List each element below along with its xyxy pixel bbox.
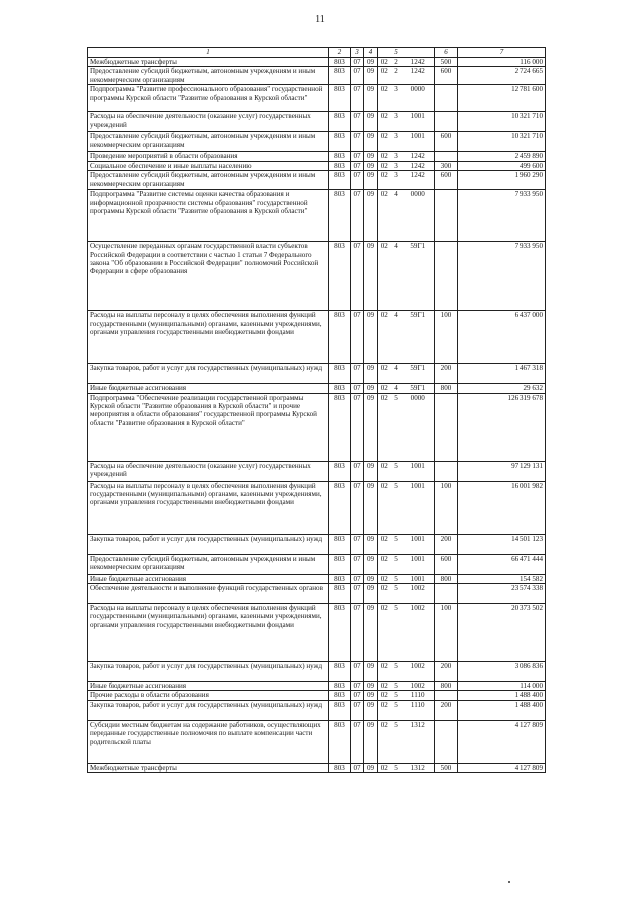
cell-vr: [435, 584, 458, 604]
cell-csr-a: 02: [378, 691, 391, 700]
cell-csr-c: 1002: [402, 584, 435, 604]
cell-vr: [435, 720, 458, 763]
cell-sum: 126 319 678: [458, 393, 546, 461]
cell-csr-a: 02: [378, 364, 391, 384]
cell-sum: 2 459 890: [458, 152, 546, 161]
cell-rz: 07: [351, 152, 364, 161]
cell-csr-b: 5: [391, 682, 402, 691]
header-cell-sum: 7: [458, 48, 546, 58]
cell-sum: 1 467 318: [458, 364, 546, 384]
cell-rz: 07: [351, 311, 364, 364]
cell-ved: 803: [329, 554, 351, 574]
budget-table: [87, 47, 546, 773]
cell-ved: 803: [329, 152, 351, 161]
cell-csr-a: 02: [378, 604, 391, 662]
cell-name: Предоставление субсидий бюджетным, автономным учреждениям и иным некоммерческим организациям: [88, 171, 329, 190]
table-row: [88, 604, 546, 662]
cell-name: Расходы на выплаты персоналу в целях обеспечения выполнения функций государственными (муниципальными) органами, казенными учреждениями, органами управления государственными внебюджетными фондами: [88, 311, 329, 364]
cell-csr-b: 3: [391, 161, 402, 170]
cell-rz: 07: [351, 682, 364, 691]
cell-pr: 09: [364, 384, 378, 393]
cell-csr-c: 59Г1: [402, 242, 435, 311]
table-body: [88, 58, 546, 773]
page-number: 11: [315, 14, 325, 25]
cell-rz: 07: [351, 604, 364, 662]
table-row: [88, 700, 546, 720]
cell-name: Межбюджетные трансферты: [88, 58, 329, 67]
cell-csr-c: 1242: [402, 152, 435, 161]
cell-csr-b: 3: [391, 85, 402, 112]
cell-csr-a: 02: [378, 384, 391, 393]
table-row: [88, 662, 546, 682]
cell-csr-a: 02: [378, 161, 391, 170]
table-row: [88, 384, 546, 393]
cell-csr-c: 59Г1: [402, 364, 435, 384]
cell-rz: 07: [351, 384, 364, 393]
cell-name: Предоставление субсидий бюджетным, автономным учреждениям и иным некоммерческим организациям: [88, 554, 329, 574]
table-row: [88, 682, 546, 691]
cell-ved: 803: [329, 700, 351, 720]
cell-rz: 07: [351, 85, 364, 112]
cell-name: Прочие расходы в области образования: [88, 691, 329, 700]
cell-vr: 200: [435, 534, 458, 554]
scan-mark: [508, 881, 510, 883]
table-row: [88, 691, 546, 700]
cell-rz: 07: [351, 190, 364, 242]
cell-ved: 803: [329, 384, 351, 393]
header-cell-vr: 6: [435, 48, 458, 58]
cell-vr: 600: [435, 67, 458, 85]
cell-rz: 07: [351, 112, 364, 132]
cell-rz: 07: [351, 691, 364, 700]
cell-name: Расходы на выплаты персоналу в целях обеспечения выполнения функций государственными (муниципальными) органами, казенными учреждениями, органами управления государственными внебюджетными фондами: [88, 604, 329, 662]
cell-csr-a: 02: [378, 763, 391, 772]
cell-csr-c: 1110: [402, 700, 435, 720]
cell-name: Социальное обеспечение и иные выплаты населению: [88, 161, 329, 170]
cell-csr-c: 1002: [402, 604, 435, 662]
cell-csr-a: 02: [378, 67, 391, 85]
cell-ved: 803: [329, 534, 351, 554]
cell-pr: 09: [364, 720, 378, 763]
table-row: [88, 763, 546, 772]
cell-csr-c: 1242: [402, 58, 435, 67]
cell-csr-c: 0000: [402, 190, 435, 242]
cell-csr-b: 4: [391, 242, 402, 311]
cell-sum: 14 501 123: [458, 534, 546, 554]
table-row: [88, 242, 546, 311]
cell-csr-c: 1242: [402, 67, 435, 85]
table-row: [88, 461, 546, 481]
cell-name: Закупка товаров, работ и услуг для государственных (муниципальных) нужд: [88, 700, 329, 720]
table-row: [88, 720, 546, 763]
cell-csr-c: 1242: [402, 171, 435, 190]
cell-name: Подпрограмма "Развитие профессионального образования" государственной программы Курской области "Развитие образования в Курской области": [88, 85, 329, 112]
cell-csr-c: 1312: [402, 720, 435, 763]
cell-name: Закупка товаров, работ и услуг для государственных (муниципальных) нужд: [88, 364, 329, 384]
table-row: [88, 132, 546, 152]
cell-ved: 803: [329, 132, 351, 152]
cell-sum: 12 781 600: [458, 85, 546, 112]
cell-sum: 10 321 710: [458, 112, 546, 132]
cell-ved: 803: [329, 67, 351, 85]
cell-csr-b: 3: [391, 112, 402, 132]
cell-csr-b: 5: [391, 534, 402, 554]
cell-csr-a: 02: [378, 190, 391, 242]
cell-csr-b: 5: [391, 584, 402, 604]
cell-csr-b: 4: [391, 190, 402, 242]
cell-rz: 07: [351, 58, 364, 67]
cell-vr: 600: [435, 132, 458, 152]
table-row: [88, 161, 546, 170]
cell-ved: 803: [329, 604, 351, 662]
cell-sum: 3 086 836: [458, 662, 546, 682]
cell-pr: 09: [364, 85, 378, 112]
table-row: [88, 311, 546, 364]
cell-sum: 2 724 665: [458, 67, 546, 85]
cell-csr-b: 5: [391, 461, 402, 481]
cell-sum: 114 000: [458, 682, 546, 691]
cell-vr: [435, 190, 458, 242]
cell-rz: 07: [351, 700, 364, 720]
cell-rz: 07: [351, 132, 364, 152]
cell-ved: 803: [329, 161, 351, 170]
cell-csr-a: 02: [378, 112, 391, 132]
cell-csr-c: 1001: [402, 461, 435, 481]
cell-pr: 09: [364, 691, 378, 700]
cell-pr: 09: [364, 152, 378, 161]
cell-pr: 09: [364, 58, 378, 67]
cell-pr: 09: [364, 311, 378, 364]
table-row: [88, 171, 546, 190]
cell-vr: [435, 85, 458, 112]
cell-pr: 09: [364, 364, 378, 384]
cell-rz: 07: [351, 481, 364, 534]
cell-rz: 07: [351, 242, 364, 311]
header-cell-csr-b: 5: [391, 48, 402, 58]
cell-csr-c: 59Г1: [402, 384, 435, 393]
cell-csr-b: 5: [391, 481, 402, 534]
header-cell-csr-a: [378, 48, 391, 58]
cell-name: Подпрограмма "Развитие системы оценки качества образования и информационной прозрачности системы образования" государственной программы Курской области "Развитие образования в Курской области": [88, 190, 329, 242]
cell-name: Предоставление субсидий бюджетным, автономным учреждениям и иным некоммерческим организациям: [88, 132, 329, 152]
cell-sum: 7 933 950: [458, 190, 546, 242]
cell-ved: 803: [329, 311, 351, 364]
cell-pr: 09: [364, 190, 378, 242]
cell-vr: 100: [435, 311, 458, 364]
cell-vr: 300: [435, 161, 458, 170]
cell-csr-b: 2: [391, 58, 402, 67]
cell-vr: 600: [435, 171, 458, 190]
cell-name: Расходы на обеспечение деятельности (оказание услуг) государственных учреждений: [88, 112, 329, 132]
cell-csr-a: 02: [378, 152, 391, 161]
cell-csr-c: 1002: [402, 662, 435, 682]
cell-csr-b: 5: [391, 700, 402, 720]
cell-vr: 200: [435, 662, 458, 682]
cell-sum: 4 127 809: [458, 763, 546, 772]
cell-sum: 23 574 338: [458, 584, 546, 604]
table-row: [88, 481, 546, 534]
cell-sum: 10 321 710: [458, 132, 546, 152]
cell-ved: 803: [329, 364, 351, 384]
cell-rz: 07: [351, 763, 364, 772]
header-cell-pr: 4: [364, 48, 378, 58]
table-row: [88, 67, 546, 85]
cell-sum: 4 127 809: [458, 720, 546, 763]
cell-csr-c: 59Г1: [402, 311, 435, 364]
cell-vr: 800: [435, 574, 458, 583]
cell-pr: 09: [364, 393, 378, 461]
cell-csr-b: 3: [391, 132, 402, 152]
table-row: [88, 393, 546, 461]
table-header-row: [88, 48, 546, 58]
cell-vr: [435, 242, 458, 311]
cell-ved: 803: [329, 242, 351, 311]
cell-pr: 09: [364, 161, 378, 170]
cell-rz: 07: [351, 364, 364, 384]
cell-vr: [435, 691, 458, 700]
table-row: [88, 584, 546, 604]
cell-pr: 09: [364, 534, 378, 554]
cell-csr-c: 0000: [402, 85, 435, 112]
cell-ved: 803: [329, 393, 351, 461]
cell-ved: 803: [329, 720, 351, 763]
cell-sum: 29 632: [458, 384, 546, 393]
cell-sum: 499 600: [458, 161, 546, 170]
cell-name: Иные бюджетные ассигнования: [88, 384, 329, 393]
cell-rz: 07: [351, 171, 364, 190]
cell-rz: 07: [351, 534, 364, 554]
cell-csr-b: 5: [391, 393, 402, 461]
cell-vr: 100: [435, 481, 458, 534]
cell-csr-c: 0000: [402, 393, 435, 461]
cell-csr-a: 02: [378, 554, 391, 574]
cell-rz: 07: [351, 393, 364, 461]
cell-vr: [435, 461, 458, 481]
cell-pr: 09: [364, 604, 378, 662]
table-row: [88, 534, 546, 554]
cell-sum: 1 488 400: [458, 691, 546, 700]
cell-csr-b: 3: [391, 171, 402, 190]
cell-csr-b: 5: [391, 763, 402, 772]
header-cell-csr-c: [402, 48, 435, 58]
cell-ved: 803: [329, 85, 351, 112]
cell-csr-a: 02: [378, 584, 391, 604]
cell-name: Проведение мероприятий в области образования: [88, 152, 329, 161]
cell-csr-c: 1110: [402, 691, 435, 700]
table-row: [88, 152, 546, 161]
cell-csr-c: 1001: [402, 574, 435, 583]
table-row: [88, 574, 546, 583]
cell-ved: 803: [329, 682, 351, 691]
cell-rz: 07: [351, 67, 364, 85]
cell-csr-b: 4: [391, 384, 402, 393]
cell-csr-a: 02: [378, 242, 391, 311]
cell-csr-c: 1001: [402, 132, 435, 152]
cell-name: Межбюджетные трансферты: [88, 763, 329, 772]
cell-pr: 09: [364, 763, 378, 772]
cell-csr-c: 1242: [402, 161, 435, 170]
cell-vr: [435, 112, 458, 132]
cell-csr-a: 02: [378, 720, 391, 763]
cell-ved: 803: [329, 574, 351, 583]
cell-pr: 09: [364, 112, 378, 132]
cell-pr: 09: [364, 461, 378, 481]
cell-csr-b: 5: [391, 554, 402, 574]
cell-vr: 200: [435, 700, 458, 720]
cell-sum: 97 129 131: [458, 461, 546, 481]
cell-sum: 116 000: [458, 58, 546, 67]
cell-rz: 07: [351, 584, 364, 604]
cell-csr-c: 1002: [402, 682, 435, 691]
cell-name: Субсидии местным бюджетам на содержание работников, осуществляющих переданные государственные полномочия по выплате компенсации части родительской платы: [88, 720, 329, 763]
cell-csr-b: 5: [391, 720, 402, 763]
cell-csr-a: 02: [378, 662, 391, 682]
cell-csr-b: 5: [391, 604, 402, 662]
cell-pr: 09: [364, 242, 378, 311]
cell-vr: [435, 393, 458, 461]
cell-csr-c: 1312: [402, 763, 435, 772]
header-cell-rz: 3: [351, 48, 364, 58]
cell-vr: 800: [435, 384, 458, 393]
cell-pr: 09: [364, 682, 378, 691]
cell-vr: 500: [435, 763, 458, 772]
cell-pr: 09: [364, 132, 378, 152]
cell-name: Иные бюджетные ассигнования: [88, 682, 329, 691]
cell-csr-a: 02: [378, 461, 391, 481]
cell-name: Обеспечение деятельности и выполнение функций государственных органов: [88, 584, 329, 604]
cell-csr-a: 02: [378, 700, 391, 720]
cell-sum: 66 471 444: [458, 554, 546, 574]
cell-pr: 09: [364, 481, 378, 534]
cell-csr-c: 1001: [402, 481, 435, 534]
cell-pr: 09: [364, 67, 378, 85]
cell-ved: 803: [329, 763, 351, 772]
cell-name: Подпрограмма "Обеспечение реализации государственной программы Курской области "Развитие образования в Курской области" и прочие мероприятия в области образования" государственной программы Курской области "Развитие образования в Курской области": [88, 393, 329, 461]
cell-name: Закупка товаров, работ и услуг для государственных (муниципальных) нужд: [88, 662, 329, 682]
cell-sum: 6 437 000: [458, 311, 546, 364]
cell-vr: [435, 152, 458, 161]
cell-ved: 803: [329, 112, 351, 132]
cell-csr-a: 02: [378, 534, 391, 554]
cell-ved: 803: [329, 481, 351, 534]
cell-csr-a: 02: [378, 132, 391, 152]
cell-sum: 16 001 982: [458, 481, 546, 534]
cell-rz: 07: [351, 662, 364, 682]
cell-vr: 200: [435, 364, 458, 384]
cell-csr-b: 4: [391, 364, 402, 384]
cell-ved: 803: [329, 584, 351, 604]
cell-name: Расходы на обеспечение деятельности (оказание услуг) государственных учреждений: [88, 461, 329, 481]
cell-csr-c: 1001: [402, 112, 435, 132]
cell-vr: 500: [435, 58, 458, 67]
cell-csr-b: 5: [391, 662, 402, 682]
cell-name: Предоставление субсидий бюджетным, автономным учреждениям и иным некоммерческим организациям: [88, 67, 329, 85]
cell-rz: 07: [351, 554, 364, 574]
table-row: [88, 58, 546, 67]
cell-csr-a: 02: [378, 171, 391, 190]
cell-ved: 803: [329, 662, 351, 682]
cell-pr: 09: [364, 584, 378, 604]
cell-sum: 20 373 502: [458, 604, 546, 662]
cell-sum: 154 582: [458, 574, 546, 583]
cell-name: Закупка товаров, работ и услуг для государственных (муниципальных) нужд: [88, 534, 329, 554]
cell-rz: 07: [351, 720, 364, 763]
cell-csr-a: 02: [378, 85, 391, 112]
cell-rz: 07: [351, 574, 364, 583]
cell-csr-b: 5: [391, 574, 402, 583]
cell-ved: 803: [329, 171, 351, 190]
cell-vr: 600: [435, 554, 458, 574]
cell-csr-a: 02: [378, 58, 391, 67]
cell-sum: 7 933 950: [458, 242, 546, 311]
cell-sum: 1 960 290: [458, 171, 546, 190]
cell-name: Расходы на выплаты персоналу в целях обеспечения выполнения функций государственными (муниципальными) органами, казенными учреждениями, органами управления государственными внебюджетными фондами: [88, 481, 329, 534]
cell-csr-b: 5: [391, 691, 402, 700]
cell-rz: 07: [351, 461, 364, 481]
table-row: [88, 112, 546, 132]
cell-csr-a: 02: [378, 481, 391, 534]
cell-csr-c: 1001: [402, 554, 435, 574]
cell-vr: 800: [435, 682, 458, 691]
cell-csr-a: 02: [378, 393, 391, 461]
table-row: [88, 364, 546, 384]
cell-ved: 803: [329, 691, 351, 700]
cell-pr: 09: [364, 700, 378, 720]
cell-csr-a: 02: [378, 311, 391, 364]
cell-pr: 09: [364, 662, 378, 682]
cell-csr-a: 02: [378, 682, 391, 691]
cell-csr-b: 4: [391, 311, 402, 364]
cell-pr: 09: [364, 574, 378, 583]
header-cell-ved: 2: [329, 48, 351, 58]
cell-csr-b: 3: [391, 152, 402, 161]
cell-rz: 07: [351, 161, 364, 170]
header-cell-name: 1: [88, 48, 329, 58]
table-row: [88, 190, 546, 242]
table-row: [88, 554, 546, 574]
cell-ved: 803: [329, 461, 351, 481]
cell-name: Иные бюджетные ассигнования: [88, 574, 329, 583]
cell-csr-b: 2: [391, 67, 402, 85]
cell-vr: 100: [435, 604, 458, 662]
cell-ved: 803: [329, 58, 351, 67]
cell-csr-c: 1001: [402, 534, 435, 554]
table-row: [88, 85, 546, 112]
cell-pr: 09: [364, 171, 378, 190]
cell-csr-a: 02: [378, 574, 391, 583]
cell-name: Осуществление переданных органам государственной власти субъектов Российской Федерации в соответствии с частью 1 статьи 7 Федерального закона "Об образовании в Российской Федерации" полномочий Российской Федерации в сфере образования: [88, 242, 329, 311]
cell-pr: 09: [364, 554, 378, 574]
cell-ved: 803: [329, 190, 351, 242]
cell-sum: 1 488 400: [458, 700, 546, 720]
